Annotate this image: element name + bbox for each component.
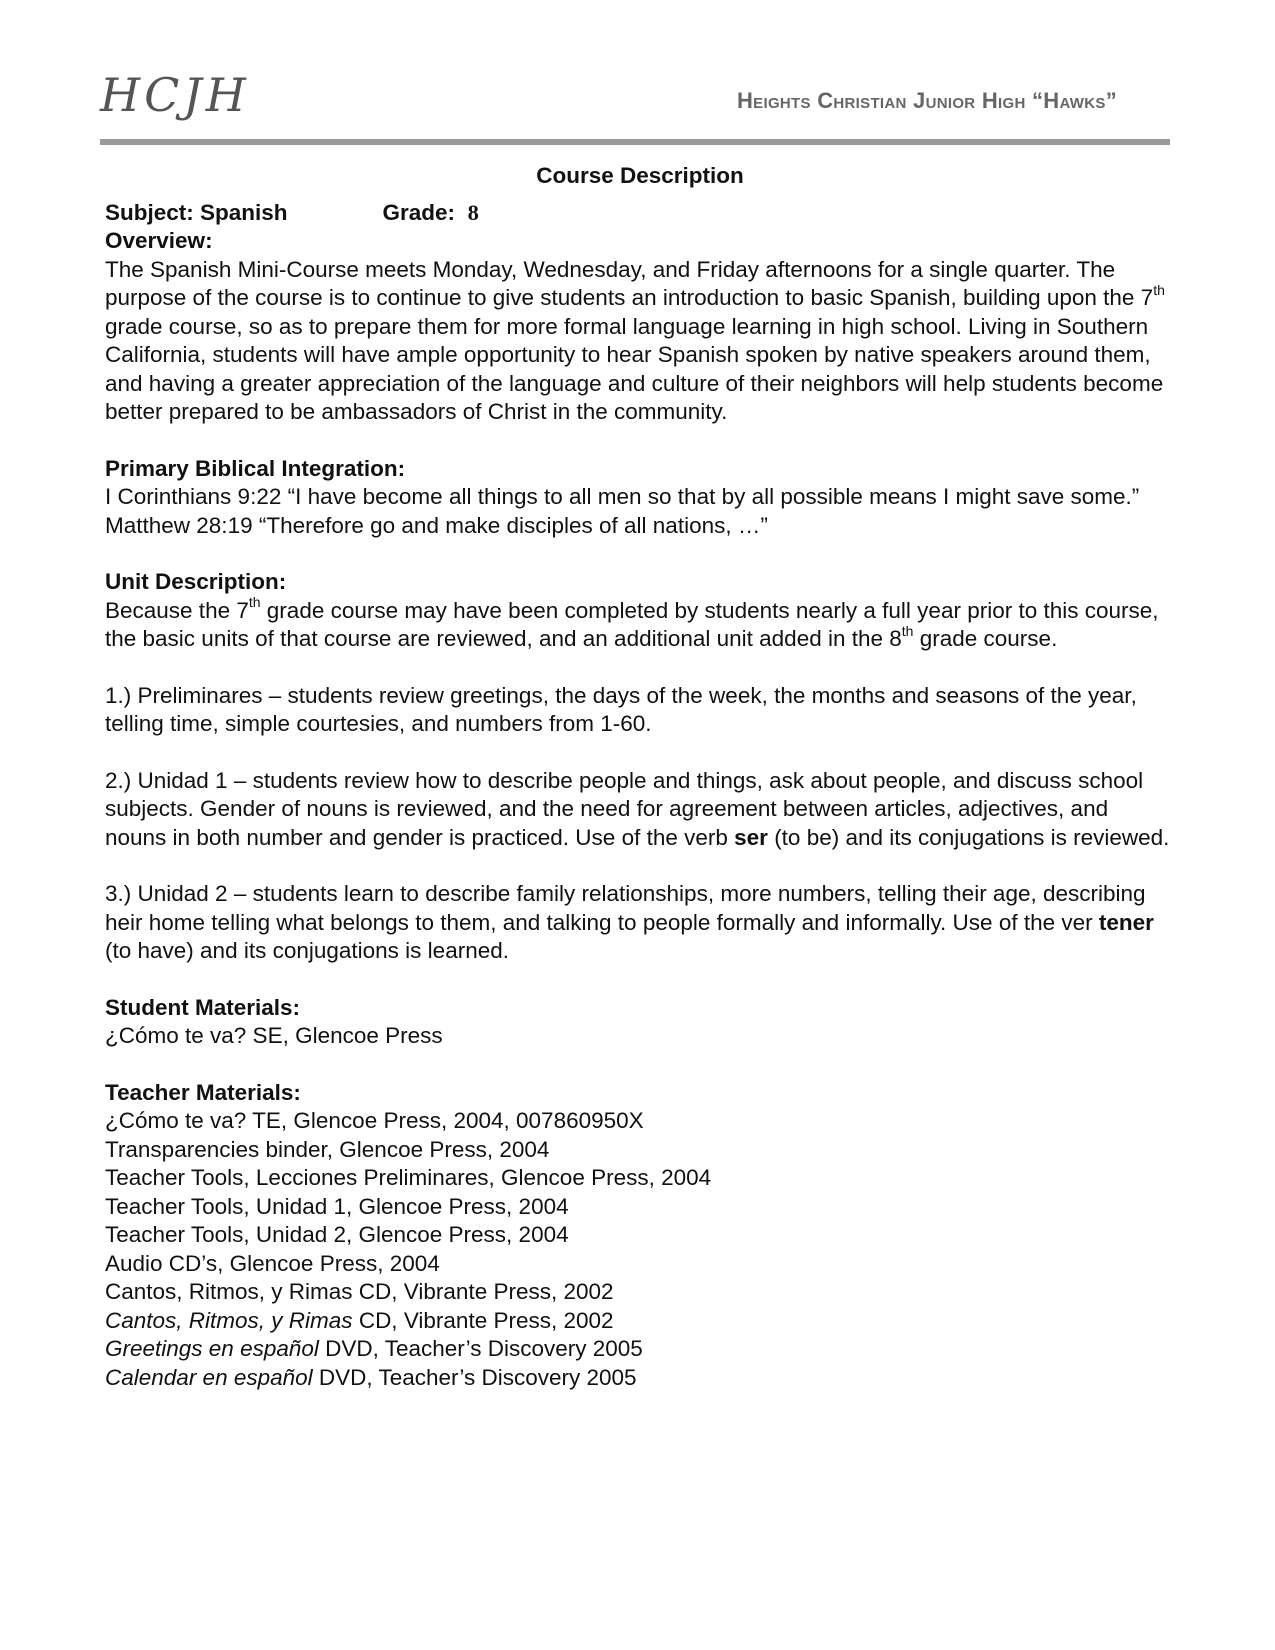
teacher-material-line: Teacher Tools, Lecciones Preliminares, Glencoe Press, 2004 [105,1165,712,1190]
subject-label: Subject: Spanish [105,199,288,225]
grade-value: 8 [467,199,479,225]
biblical-heading: Primary Biblical Integration: [105,455,406,481]
teacher-material-line: Teacher Tools, Unidad 2, Glencoe Press, 2004 [105,1222,569,1247]
student-material-line: ¿Cómo te va? SE, Glencoe Press [105,1023,443,1048]
subject-grade-row [105,199,1175,228]
overview-text: The Spanish Mini-Course meets Monday, Wednesday, and Friday afternoons for a single quarter. The purpose of the course is to continue to give students an introduction to basic Spanish, building upon the 7th grade course, so as to prepare them for more formal language learning in high school. Living in Southern California, students will have ample opportunity to hear Spanish spoken by native speakers around them, and having a greater appreciation of the language and culture of their neighbors will help students become better prepared to be ambassadors of Christ in the community. [105,256,1165,424]
teacher-material-line: Greetings en español DVD, Teacher’s Discovery 2005 [105,1336,643,1361]
scripture-line: Matthew 28:19 “Therefore go and make disciples of all nations, …” [105,512,768,538]
teacher-material-line: Cantos, Ritmos, y Rimas CD, Vibrante Press, 2002 [105,1279,614,1304]
teacher-material-line: Teacher Tools, Unidad 1, Glencoe Press, 2004 [105,1193,569,1219]
scripture-line: I Corinthians 9:22 “I have become all things to all men so that by all possible means I might save some.” [105,484,1140,509]
teacher-material-line: Audio CD’s, Glencoe Press, 2004 [105,1250,440,1276]
school-logo: HCJH [100,68,250,122]
page-title: Course Description [536,163,744,188]
teacher-materials-heading: Teacher Materials: [105,1079,301,1105]
teacher-material-line: Cantos, Ritmos, y Rimas CD, Vibrante Press, 2002 [105,1307,614,1333]
teacher-material-line: ¿Cómo te va? TE, Glencoe Press, 2004, 007860950X [105,1108,644,1133]
header-divider [100,139,1170,145]
student-materials-heading: Student Materials: [105,994,301,1020]
unit-item-3: 3.) Unidad 2 – students learn to describe family relationships, more numbers, telling their age, describing heir home telling what belongs to them, and talking to people formally and informally. Use of the ver tener (to have) and its conjugations is learned. [105,881,1154,963]
unit-heading: Unit Description: [105,569,287,594]
unit-text: Because the 7th grade course may have been completed by students nearly a full year prior to this course, the basic units of that course are reviewed, and an additional unit added in the 8th grade course. [105,594,1159,651]
unit-item-1: 1.) Preliminares – students review greetings, the days of the week, the months and seasons of the year, telling time, simple courtesies, and numbers from 1-60. [105,682,1137,736]
teacher-material-line: Transparencies binder, Glencoe Press, 2004 [105,1136,550,1162]
overview-heading: Overview: [105,228,213,253]
teacher-material-line: Calendar en español DVD, Teacher’s Discovery 2005 [105,1364,637,1390]
document-body [105,160,1175,1392]
grade-label: Grade: [382,199,456,225]
unit-item-2: 2.) Unidad 1 – students review how to describe people and things, ask about people, and discuss school subjects. Gender of nouns is reviewed, and the need for agreement between articles, adjectives, and nouns in both number and gender is practiced. Use of the verb ser (to be) and its conjugations is reviewed. [105,767,1170,850]
school-name: Heights Christian Junior High “Hawks” [736,88,1117,113]
